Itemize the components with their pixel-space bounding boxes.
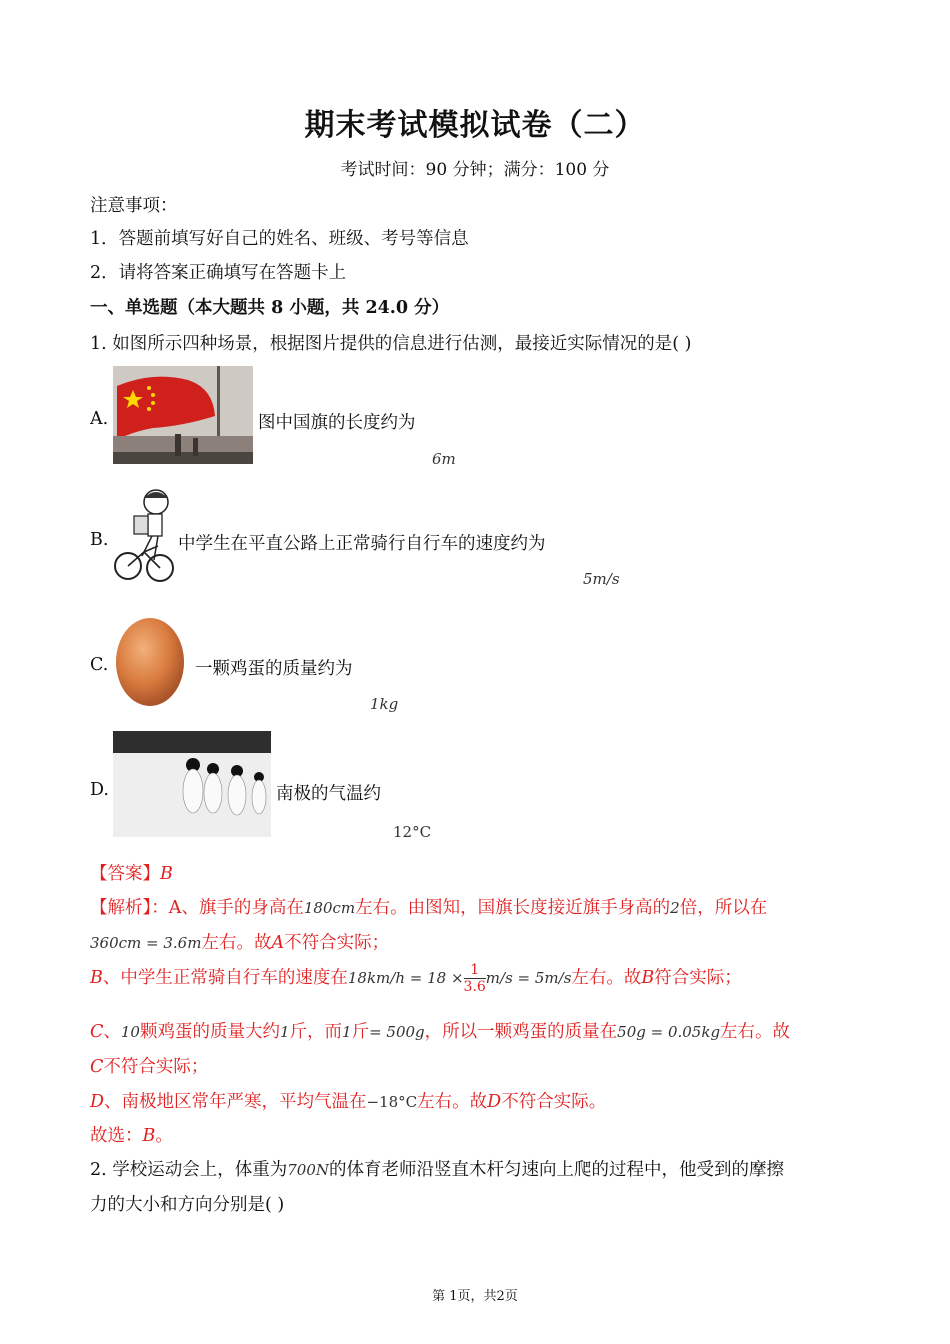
analysis-a-text-1: ：A、旗手的身高在 bbox=[151, 898, 304, 918]
analysis-c-letter: C bbox=[90, 1022, 104, 1042]
egg-illustration bbox=[112, 612, 188, 708]
flag-image bbox=[113, 366, 253, 464]
egg-image bbox=[112, 612, 188, 708]
analysis-d-math-1: −18°C bbox=[366, 1093, 418, 1111]
selection-letter: B bbox=[142, 1126, 156, 1146]
analysis-b-text-1: 、中学生正常骑自行车的速度在 bbox=[102, 968, 348, 988]
option-c-value: 1kg bbox=[370, 695, 399, 713]
analysis-a-math-2: 2 bbox=[670, 899, 680, 917]
analysis-line-4 bbox=[90, 1018, 790, 1043]
analysis-c-text-3: 斤，而 bbox=[289, 1022, 343, 1042]
question-2-math: 700N bbox=[287, 1161, 330, 1179]
answer-line bbox=[90, 860, 173, 885]
analysis-b-letter-2: B bbox=[641, 968, 655, 988]
option-c-text: 一颗鸡蛋的质量约为 bbox=[195, 659, 353, 679]
penguins-image bbox=[113, 731, 271, 837]
question-2-paren: ( ) bbox=[265, 1195, 285, 1215]
section-heading: 一、单选题（本大题共 8 小题，共 24.0 分） bbox=[90, 298, 450, 318]
question-2-line-1 bbox=[90, 1156, 784, 1181]
analysis-c-text-2: 颗鸡蛋的质量大约 bbox=[139, 1022, 280, 1042]
analysis-b-math-2: m/s = 5m/s bbox=[485, 969, 572, 987]
fraction-denominator: 3.6 bbox=[463, 979, 486, 995]
cyclist-image bbox=[112, 486, 176, 590]
analysis-a-math-1: 180cm bbox=[303, 899, 356, 917]
analysis-c-letter-2: C bbox=[90, 1057, 104, 1077]
analysis-a-text-4: 左右。故 bbox=[201, 933, 272, 953]
option-a-label: A. bbox=[90, 409, 109, 429]
analysis-b-text-3: 符合实际； bbox=[654, 968, 742, 988]
analysis-line-1 bbox=[90, 894, 767, 919]
analysis-b-text-2: 左右。故 bbox=[571, 968, 642, 988]
penguins-illustration bbox=[113, 731, 271, 837]
analysis-a-letter: A bbox=[271, 933, 285, 953]
option-a-value: 6m bbox=[432, 450, 456, 468]
analysis-line-3 bbox=[90, 962, 742, 995]
option-d-label: D. bbox=[90, 780, 109, 800]
option-b-text: 中学生在平直公路上正常骑行自行车的速度约为 bbox=[178, 534, 546, 554]
question-2-text-2: 的体育老师沿竖直木杆匀速向上爬的过程中，他受到的摩擦 bbox=[329, 1160, 785, 1180]
analysis-c-text-4: 斤 bbox=[351, 1022, 370, 1042]
analysis-d-text-3: 不符合实际。 bbox=[501, 1092, 607, 1112]
analysis-d-letter: D bbox=[90, 1092, 105, 1112]
option-d-text: 南极的气温约 bbox=[276, 784, 381, 804]
notes-item-1: 1．答题前填写好自己的姓名、班级、考号等信息 bbox=[90, 229, 469, 249]
analysis-b-math-1: 18km/h = 18 × bbox=[347, 969, 464, 987]
page-number: 第 1页，共2页 bbox=[432, 1289, 518, 1304]
question-2-text-1: 2. 学校运动会上，体重为 bbox=[90, 1160, 288, 1180]
option-b-value: 5m/s bbox=[583, 570, 620, 588]
analysis-label: 【解析】 bbox=[90, 898, 152, 918]
analysis-c-math-3: 1 bbox=[342, 1023, 352, 1041]
option-a-text: 图中国旗的长度约为 bbox=[258, 413, 416, 433]
notes-heading: 注意事项： bbox=[90, 196, 178, 216]
exam-info: 考试时间：90 分钟；满分：100 分 bbox=[340, 160, 610, 180]
analysis-c-text-1: 、 bbox=[103, 1022, 121, 1042]
analysis-c-text-5: ，所以一颗鸡蛋的质量在 bbox=[424, 1022, 618, 1042]
selection-period: 。 bbox=[155, 1126, 173, 1146]
answer-value: B bbox=[160, 864, 173, 884]
question-1-stem bbox=[90, 330, 691, 355]
question-1-paren: ( ) bbox=[672, 334, 692, 354]
analysis-a-text-5: 不符合实际； bbox=[284, 933, 390, 953]
analysis-c-math-2: 1 bbox=[279, 1023, 290, 1041]
analysis-selection bbox=[90, 1122, 173, 1147]
analysis-c-math-5: 50g = 0.05kg bbox=[617, 1023, 721, 1041]
answer-label: 【答案】 bbox=[90, 864, 160, 884]
analysis-b-fraction bbox=[464, 962, 486, 995]
analysis-d-text-1: 、南极地区常年严寒，平均气温在 bbox=[104, 1092, 367, 1112]
analysis-d-text-2: 左右。故 bbox=[417, 1092, 488, 1112]
analysis-a-text-3: 倍，所以在 bbox=[679, 898, 768, 918]
analysis-c-math-1: 10 bbox=[120, 1023, 140, 1041]
option-d-value: 12°C bbox=[393, 823, 432, 841]
analysis-d-letter-2: D bbox=[487, 1092, 502, 1112]
question-2-line-2 bbox=[90, 1191, 284, 1216]
option-c-label: C. bbox=[90, 655, 109, 675]
analysis-c-text-6: 左右。故 bbox=[720, 1022, 791, 1042]
analysis-a-math-3: 360cm = 3.6m bbox=[90, 934, 202, 952]
analysis-b-letter: B bbox=[90, 968, 103, 988]
fraction-numerator: 1 bbox=[464, 962, 486, 979]
analysis-line-5 bbox=[90, 1053, 208, 1078]
option-b-label: B. bbox=[90, 530, 109, 550]
analysis-line-2 bbox=[90, 929, 389, 954]
analysis-line-6 bbox=[90, 1088, 606, 1113]
page-title: 期末考试模拟试卷（二） bbox=[304, 108, 646, 143]
notes-item-2: 2．请将答案正确填写在答题卡上 bbox=[90, 263, 347, 283]
analysis-a-text-2: 左右。由图知，国旗长度接近旗手身高的 bbox=[355, 898, 671, 918]
question-1-text: 1. 如图所示四种场景，根据图片提供的信息进行估测，最接近实际情况的是 bbox=[90, 334, 673, 354]
analysis-c-math-4: = 500g bbox=[369, 1023, 425, 1041]
flag-illustration bbox=[113, 366, 253, 464]
selection-text: 故选： bbox=[90, 1126, 143, 1146]
analysis-c-text-7: 不符合实际； bbox=[103, 1057, 209, 1077]
cyclist-illustration bbox=[112, 486, 176, 590]
question-2-text-3: 力的大小和方向分别是 bbox=[90, 1195, 265, 1215]
